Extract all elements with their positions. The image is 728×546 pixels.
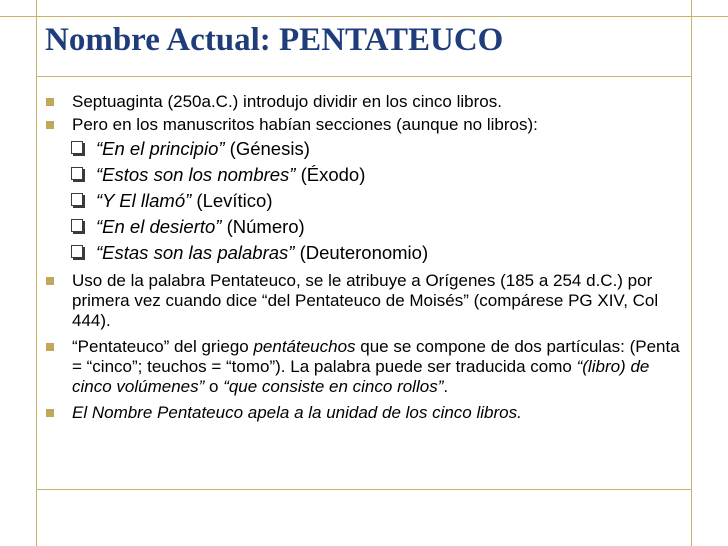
quote: “Estos son los nombres”	[96, 164, 296, 185]
square-bullet-icon	[46, 277, 54, 285]
greek-term: pentáteuchos	[253, 337, 356, 356]
slide-title: Nombre Actual: PENTATEUCO	[45, 22, 504, 58]
book-name: (Deuteronomio)	[294, 242, 429, 263]
quote: “En el desierto”	[96, 216, 222, 237]
bullet-text-part: “Pentateuco” del griego	[72, 337, 254, 356]
bullet-text: Pero en los manuscritos habían secciones (aunque no libros):	[72, 115, 538, 134]
checkbox-bullet-icon	[71, 219, 83, 232]
sub-bullet-levitico	[44, 190, 684, 211]
top-rule	[0, 16, 728, 17]
square-bullet-icon	[46, 121, 54, 129]
book-name: (Génesis)	[224, 138, 310, 159]
checkbox-bullet-icon	[71, 141, 83, 154]
bullet-text-part: que se compone de dos partículas: (Penta = “cinco”; teuchos = “tomo”). La palabra puede ser traducida como	[72, 337, 680, 376]
sub-bullet-list	[44, 138, 684, 263]
quote: “Y El llamó”	[96, 190, 192, 211]
translation-2: “que consiste en cinco rollos”	[223, 377, 444, 396]
translation-1: “(libro) de cinco volúmenes”	[72, 357, 650, 396]
left-rule	[36, 0, 37, 546]
book-name: (Éxodo)	[295, 164, 366, 185]
square-bullet-icon	[46, 409, 54, 417]
sub-bullet-exodo	[44, 164, 684, 185]
bottom-rule	[36, 489, 692, 490]
quote: “Estas son las palabras”	[96, 242, 295, 263]
sub-bullet-deuteronomio	[44, 242, 684, 263]
bullet-manuscritos	[44, 115, 684, 135]
quote: “En el principio”	[96, 138, 225, 159]
bullet-text-part: .	[443, 377, 449, 396]
title-underline	[36, 76, 692, 77]
bullet-griego	[44, 337, 684, 397]
checkbox-bullet-icon	[71, 193, 83, 206]
checkbox-bullet-icon	[71, 245, 83, 258]
bullet-septuaginta	[44, 92, 684, 112]
bullet-text-part: o	[204, 377, 224, 396]
bullet-text: Septuaginta (250a.C.) introdujo dividir en los cinco libros.	[72, 92, 502, 111]
right-rule	[691, 0, 692, 546]
bullet-text: Uso de la palabra Pentateuco, se le atribuye a Orígenes (185 a 254 d.C.) por primera vez cuando dice “del Pentateuco de Moisés” (compárese PG XIV, Col 444).	[72, 271, 659, 330]
bullet-text: El Nombre Pentateuco apela a la unidad de los cinco libros.	[72, 403, 522, 422]
book-name: (Levítico)	[191, 190, 273, 211]
checkbox-bullet-icon	[71, 167, 83, 180]
sub-bullet-numero	[44, 216, 684, 237]
bullet-unidad	[44, 403, 684, 423]
book-name: (Número)	[221, 216, 305, 237]
slide-body	[44, 92, 684, 426]
square-bullet-icon	[46, 343, 54, 351]
bullet-origenes	[44, 271, 684, 331]
sub-bullet-genesis	[44, 138, 684, 159]
square-bullet-icon	[46, 98, 54, 106]
